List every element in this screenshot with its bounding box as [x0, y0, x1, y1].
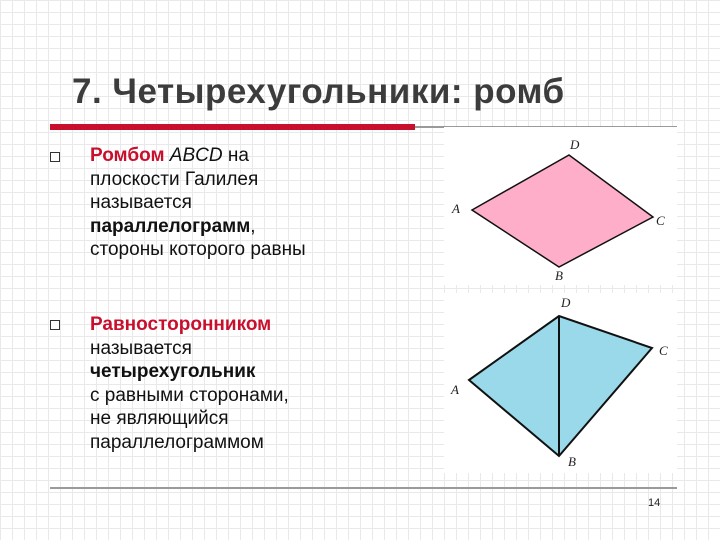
- rhombus-shape: [472, 155, 653, 267]
- equilateral-quad-shape: [469, 316, 652, 456]
- vertex-label-d: D: [570, 137, 580, 152]
- vertex-label-c: C: [656, 213, 665, 228]
- bullet-2-line-4: с равными сторонами,: [90, 384, 289, 406]
- vertex-label-b: B: [568, 454, 576, 469]
- rhombus-diagram: [444, 127, 677, 285]
- vertex-label-b: B: [555, 268, 563, 283]
- bullet-2-line-3: четырехугольник: [90, 361, 256, 382]
- slide-title: 7. Четырехугольники: ромб: [72, 72, 565, 111]
- page-number: 14: [648, 497, 661, 509]
- bullet-marker: [50, 152, 60, 162]
- bullet-1-text: [90, 144, 430, 262]
- equilateral-quad-diagram: [444, 293, 677, 473]
- bullet-1-line-2: плоскости Галилея: [90, 168, 259, 190]
- footer-divider: [50, 487, 677, 489]
- vertex-label-c: C: [659, 343, 668, 358]
- bullet-2-line-5: не являющийся: [90, 408, 229, 429]
- rhombus-figure: [444, 127, 677, 285]
- bullet-2-line-1: Равносторонником: [90, 314, 272, 335]
- bullet-1-line-3: называется: [90, 192, 192, 213]
- bullet-1-line-4: параллелограмм,: [90, 215, 256, 237]
- vertex-label-d: D: [561, 295, 571, 310]
- bullet-1-line-1: Ромбом ABCD на: [90, 145, 249, 166]
- vertex-label-a: A: [452, 201, 460, 216]
- bullet-2-text: [90, 313, 430, 454]
- vertex-label-a: A: [451, 382, 459, 397]
- title-accent-rule: [50, 124, 415, 130]
- bullet-2-line-2: называется: [90, 337, 192, 359]
- equilateral-quad-figure: [444, 293, 677, 473]
- bullet-marker: [50, 320, 60, 330]
- bullet-1-line-5: стороны которого равны: [90, 239, 306, 260]
- bullet-2-line-6: параллелограммом: [90, 431, 264, 453]
